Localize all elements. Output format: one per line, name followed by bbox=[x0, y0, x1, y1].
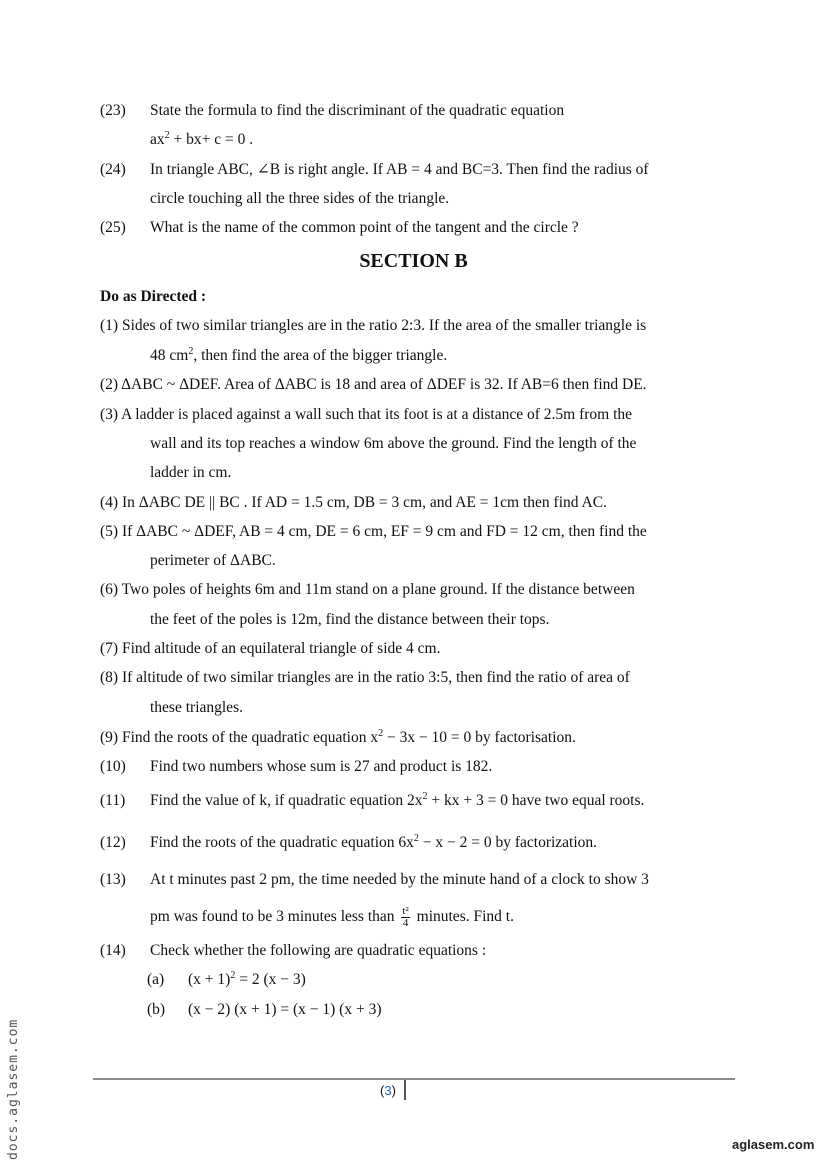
question-text: (2) ΔABC ~ ΔDEF. Area of ΔABC is 18 and area of ΔDEF is 32. If AB=6 then find DE. bbox=[100, 376, 647, 393]
question-number: (12) bbox=[100, 834, 126, 851]
instruction: Do as Directed : bbox=[100, 288, 207, 305]
question-number: (23) bbox=[100, 102, 126, 119]
sub-label: (b) bbox=[147, 1001, 166, 1018]
question-text: (7) Find altitude of an equilateral triangle of side 4 cm. bbox=[100, 640, 441, 657]
sub-label: (a) bbox=[147, 971, 165, 988]
question-text: pm was found to be 3 minutes less than $\frac{\text{t²}}{4}$ minutes. Find t. bbox=[150, 904, 514, 929]
fraction: $\frac{\text{t²}}{4}$ bbox=[402, 904, 409, 929]
question-text: (5) If ΔABC ~ ΔDEF, AB = 4 cm, DE = 6 cm, EF = 9 cm and FD = 12 cm, then find the bbox=[100, 523, 647, 540]
question-text: What is the name of the common point of the tangent and the circle ? bbox=[150, 219, 579, 236]
question-text: ladder in cm. bbox=[150, 464, 232, 481]
equation: (x − 2) (x + 1) = (x − 1) (x + 3) bbox=[188, 1001, 382, 1018]
question-text: Find the roots of the quadratic equation $6x^2 - x - 2 = 0$ by factorization. bbox=[150, 833, 598, 851]
question-text: (6) Two poles of heights 6m and 11m stand on a plane ground. If the distance between bbox=[100, 581, 635, 598]
question-text: (3) A ladder is placed against a wall such that its foot is at a distance of 2.5m from the bbox=[100, 406, 633, 423]
equation: $(x + 1)^2 = 2$ (x − 3) bbox=[188, 970, 306, 988]
side-watermark: docs.aglasem.com bbox=[6, 1018, 21, 1160]
footer-divider bbox=[93, 1078, 735, 1080]
question-text: Check whether the following are quadratic equations : bbox=[150, 942, 487, 959]
question-text: (8) If altitude of two similar triangles are in the ratio 3:5, then find the ratio of area of bbox=[100, 669, 630, 686]
section-title: SECTION B bbox=[359, 250, 468, 272]
question-text: circle touching all the three sides of the triangle. bbox=[150, 190, 450, 207]
question-text: (9) Find the roots of the quadratic equation $x^2 - 3x - 10 = 0$ by factorisation. bbox=[100, 728, 576, 746]
question-number: (13) bbox=[100, 871, 126, 888]
question-text: these triangles. bbox=[150, 699, 243, 716]
question-text: 48 $cm^2$, then find the area of the bigger triangle. bbox=[150, 346, 448, 364]
page-number-divider bbox=[404, 1080, 406, 1100]
question-number: (24) bbox=[100, 161, 126, 178]
equation: $ax^2 + bx+ c = 0$ . bbox=[150, 130, 254, 148]
question-number: (25) bbox=[100, 219, 126, 236]
page-number: (3) bbox=[380, 1083, 396, 1098]
question-text: Find the value of k, if quadratic equation $2x^2$ + kx + 3 = 0 have two equal roots. bbox=[150, 791, 645, 809]
question-text: (4) In ΔABC DE || BC . If AD = 1.5 cm, DB = 3 cm, and AE = 1cm then find AC. bbox=[100, 494, 607, 511]
question-number: (11) bbox=[100, 792, 126, 809]
question-number: (14) bbox=[100, 942, 126, 959]
question-text: At t minutes past 2 pm, the time needed by the minute hand of a clock to show 3 bbox=[150, 871, 649, 888]
question-text: wall and its top reaches a window 6m above the ground. Find the length of the bbox=[150, 435, 637, 452]
question-text: perimeter of ΔABC. bbox=[150, 552, 276, 569]
corner-watermark: aglasem.com bbox=[732, 1137, 815, 1152]
question-text: the feet of the poles is 12m, find the distance between their tops. bbox=[150, 611, 550, 628]
question-number: (10) bbox=[100, 758, 126, 775]
question-text: (1) Sides of two similar triangles are in the ratio 2:3. If the area of the smaller triangle is bbox=[100, 317, 647, 334]
question-text: In triangle ABC, ∠B is right angle. If AB = 4 and BC=3. Then find the radius of bbox=[150, 161, 649, 178]
question-text: State the formula to find the discriminant of the quadratic equation bbox=[150, 102, 565, 119]
question-text: Find two numbers whose sum is 27 and product is 182. bbox=[150, 758, 493, 775]
